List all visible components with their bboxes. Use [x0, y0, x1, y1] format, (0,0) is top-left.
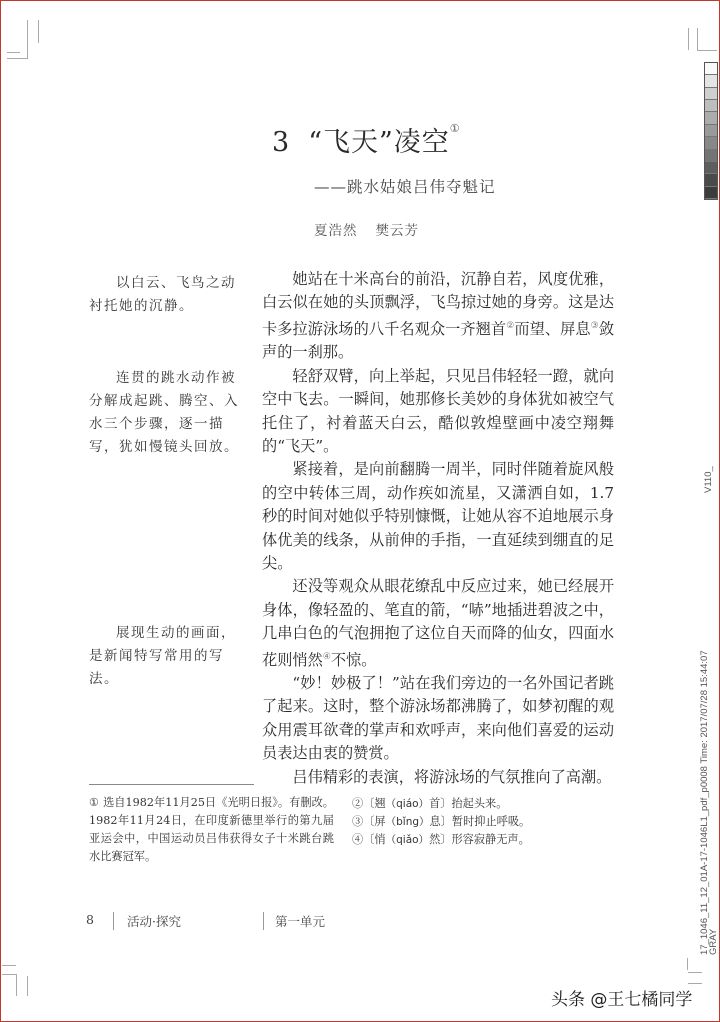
lesson-subtitle: ——跳水姑娘吕伟夺魁记 — [314, 178, 496, 196]
term: 屏 — [374, 815, 386, 828]
footer-unit: 第一单元 — [275, 914, 326, 929]
crop-mark-top-left-v — [27, 20, 28, 59]
margin-note: 以白云、飞鸟之动衬托她的沉静。 — [89, 275, 236, 314]
article-body — [262, 268, 614, 789]
bracket: 〔 — [363, 833, 375, 846]
term: 然 — [429, 833, 441, 846]
footnote-mark: ② — [352, 797, 364, 810]
crop-mark-top-left-v2 — [38, 20, 39, 43]
crop-mark-bottom-left-v2 — [27, 976, 28, 996]
author: 夏浩然 — [314, 223, 358, 239]
paragraph: 紧接着，是向前翻腾一周半，同时伴随着旋风般的空中转体三周，动作疾如流星，又潇洒自如，1.7秒的时间对她似乎特别慷慨，让她从容不迫地展示身体优美的线条，从前伸的手指，一直延续到绷直的足尖。 — [262, 460, 614, 572]
footnotes-glossary — [352, 795, 572, 849]
crop-mark-bottom-right-h2 — [688, 983, 702, 984]
footer-divider — [113, 912, 114, 930]
pinyin: （qiǎo） — [385, 834, 430, 846]
print-color-mode: GRAY — [708, 928, 719, 955]
margin-note: 连贯的跳水动作被分解成起跳、腾空、入水三个步骤，逐一描写，犹如慢镜头回放。 — [89, 370, 239, 455]
lesson-title-text: “飞天”凌空 — [308, 127, 450, 158]
crop-mark-bottom-right-h — [688, 972, 702, 973]
footnote-item — [352, 795, 572, 813]
pinyin: （qiáo） — [385, 798, 430, 810]
crop-mark-bottom-left-v — [16, 974, 17, 996]
authors — [314, 219, 419, 239]
footnote-item — [352, 813, 572, 831]
paragraph — [262, 268, 614, 365]
page-number: 8 — [86, 912, 94, 927]
crop-mark-bottom-left-h — [2, 965, 16, 966]
term: 翘 — [374, 797, 386, 810]
definition: 形容寂静无声。 — [451, 833, 530, 846]
title-footnote-mark: ① — [449, 122, 461, 135]
footnote-mark: ④ — [322, 651, 331, 662]
crop-mark-bottom-left-h2 — [2, 974, 17, 975]
footnote-mark: ③ — [352, 815, 364, 828]
term: 悄 — [374, 833, 386, 846]
bracket: 〕 — [440, 833, 452, 846]
text-run: 她站在十米高台的前沿，沉静自若，风度优雅，白云似在她的头顶飘浮，飞鸟掠过她的身旁。这是达卡多拉游泳场的八千名观众一齐翘首 — [262, 270, 614, 338]
paragraph: 吕伟精彩的表演，将游泳场的气氛推向了高潮。 — [292, 767, 612, 786]
paragraph: “妙！妙极了！”站在我们旁边的一名外国记者跳了起来。这时，整个游泳场都沸腾了，如梦初醒的观众用震耳欲聋的掌声和欢呼声，来向他们喜爱的运动员表达由衷的赞赏。 — [262, 674, 614, 763]
definition: 暂时抑止呼吸。 — [451, 815, 531, 828]
term: 首 — [429, 797, 441, 810]
definition: 抬起头来。 — [451, 797, 508, 810]
footnote-text: 选自1982年11月25日《光明日报》。有删改。1982年11月24日，在印度新德里举行的第九届亚运会中，中国运动员吕伟获得女子十米跳台跳水比赛冠军。 — [89, 796, 334, 863]
text-run: 还没等观众从眼花缭乱中反应过来，她已经展开身体，像轻盈的、笔直的箭，“哧”地插进碧波之中，几串白色的气泡拥抱了这位自天而降的仙女，四面水花则悄然 — [262, 577, 614, 669]
crop-mark-right-small — [687, 958, 688, 970]
bracket: 〔 — [363, 797, 375, 810]
watermark: 头条 @王七橘同学 — [551, 990, 693, 1010]
crop-mark-top-right-h — [697, 50, 717, 51]
margin-note: 展现生动的画面，是新闻特写常用的写法。 — [89, 625, 236, 687]
paragraph — [262, 575, 614, 672]
lesson-title — [272, 120, 461, 159]
footnote-1 — [89, 794, 334, 866]
bracket: 〔 — [363, 815, 375, 828]
crop-mark-top-right-v2 — [697, 28, 698, 51]
text-run: 敛声的一刹那。 — [262, 319, 615, 362]
grayscale-calibration-bar — [704, 62, 718, 200]
footnote-mark: ④ — [352, 833, 364, 846]
print-file-info: 17_1046_11_12_01A-17-1046L1_pdf_p0008 Time: 2017/07/28 15:44:07 — [699, 650, 710, 955]
text-run: 而望、屏息 — [514, 319, 591, 338]
footnote-mark: ① — [89, 796, 100, 809]
bracket: 〕 — [440, 815, 452, 828]
crop-mark-top-left-h — [7, 58, 28, 59]
author: 樊云芳 — [375, 223, 419, 239]
pinyin: （bǐng） — [385, 816, 430, 828]
footnote-divider — [89, 784, 254, 785]
footnote-item — [352, 831, 572, 849]
text-run: 不惊。 — [330, 650, 377, 669]
footer-divider — [263, 912, 264, 930]
footnote-mark: ② — [506, 320, 515, 331]
paragraph: 轻舒双臂，向上举起，只见吕伟轻轻一蹬，就向空中飞去。一瞬间，她那修长美妙的身体犹如被空气托住了，衬着蓝天白云，酷似敦煌壁画中凌空翔舞的“飞天”。 — [262, 366, 614, 455]
footer-section: 活动·探究 — [127, 914, 181, 929]
print-version: V110_ — [703, 466, 714, 493]
crop-mark-top-left-h2 — [7, 52, 20, 53]
footnote-mark: ③ — [590, 320, 599, 331]
crop-mark-top-right-v — [688, 28, 689, 50]
bracket: 〕 — [440, 797, 452, 810]
lesson-number: 3 — [272, 127, 291, 158]
term: 息 — [429, 815, 441, 828]
